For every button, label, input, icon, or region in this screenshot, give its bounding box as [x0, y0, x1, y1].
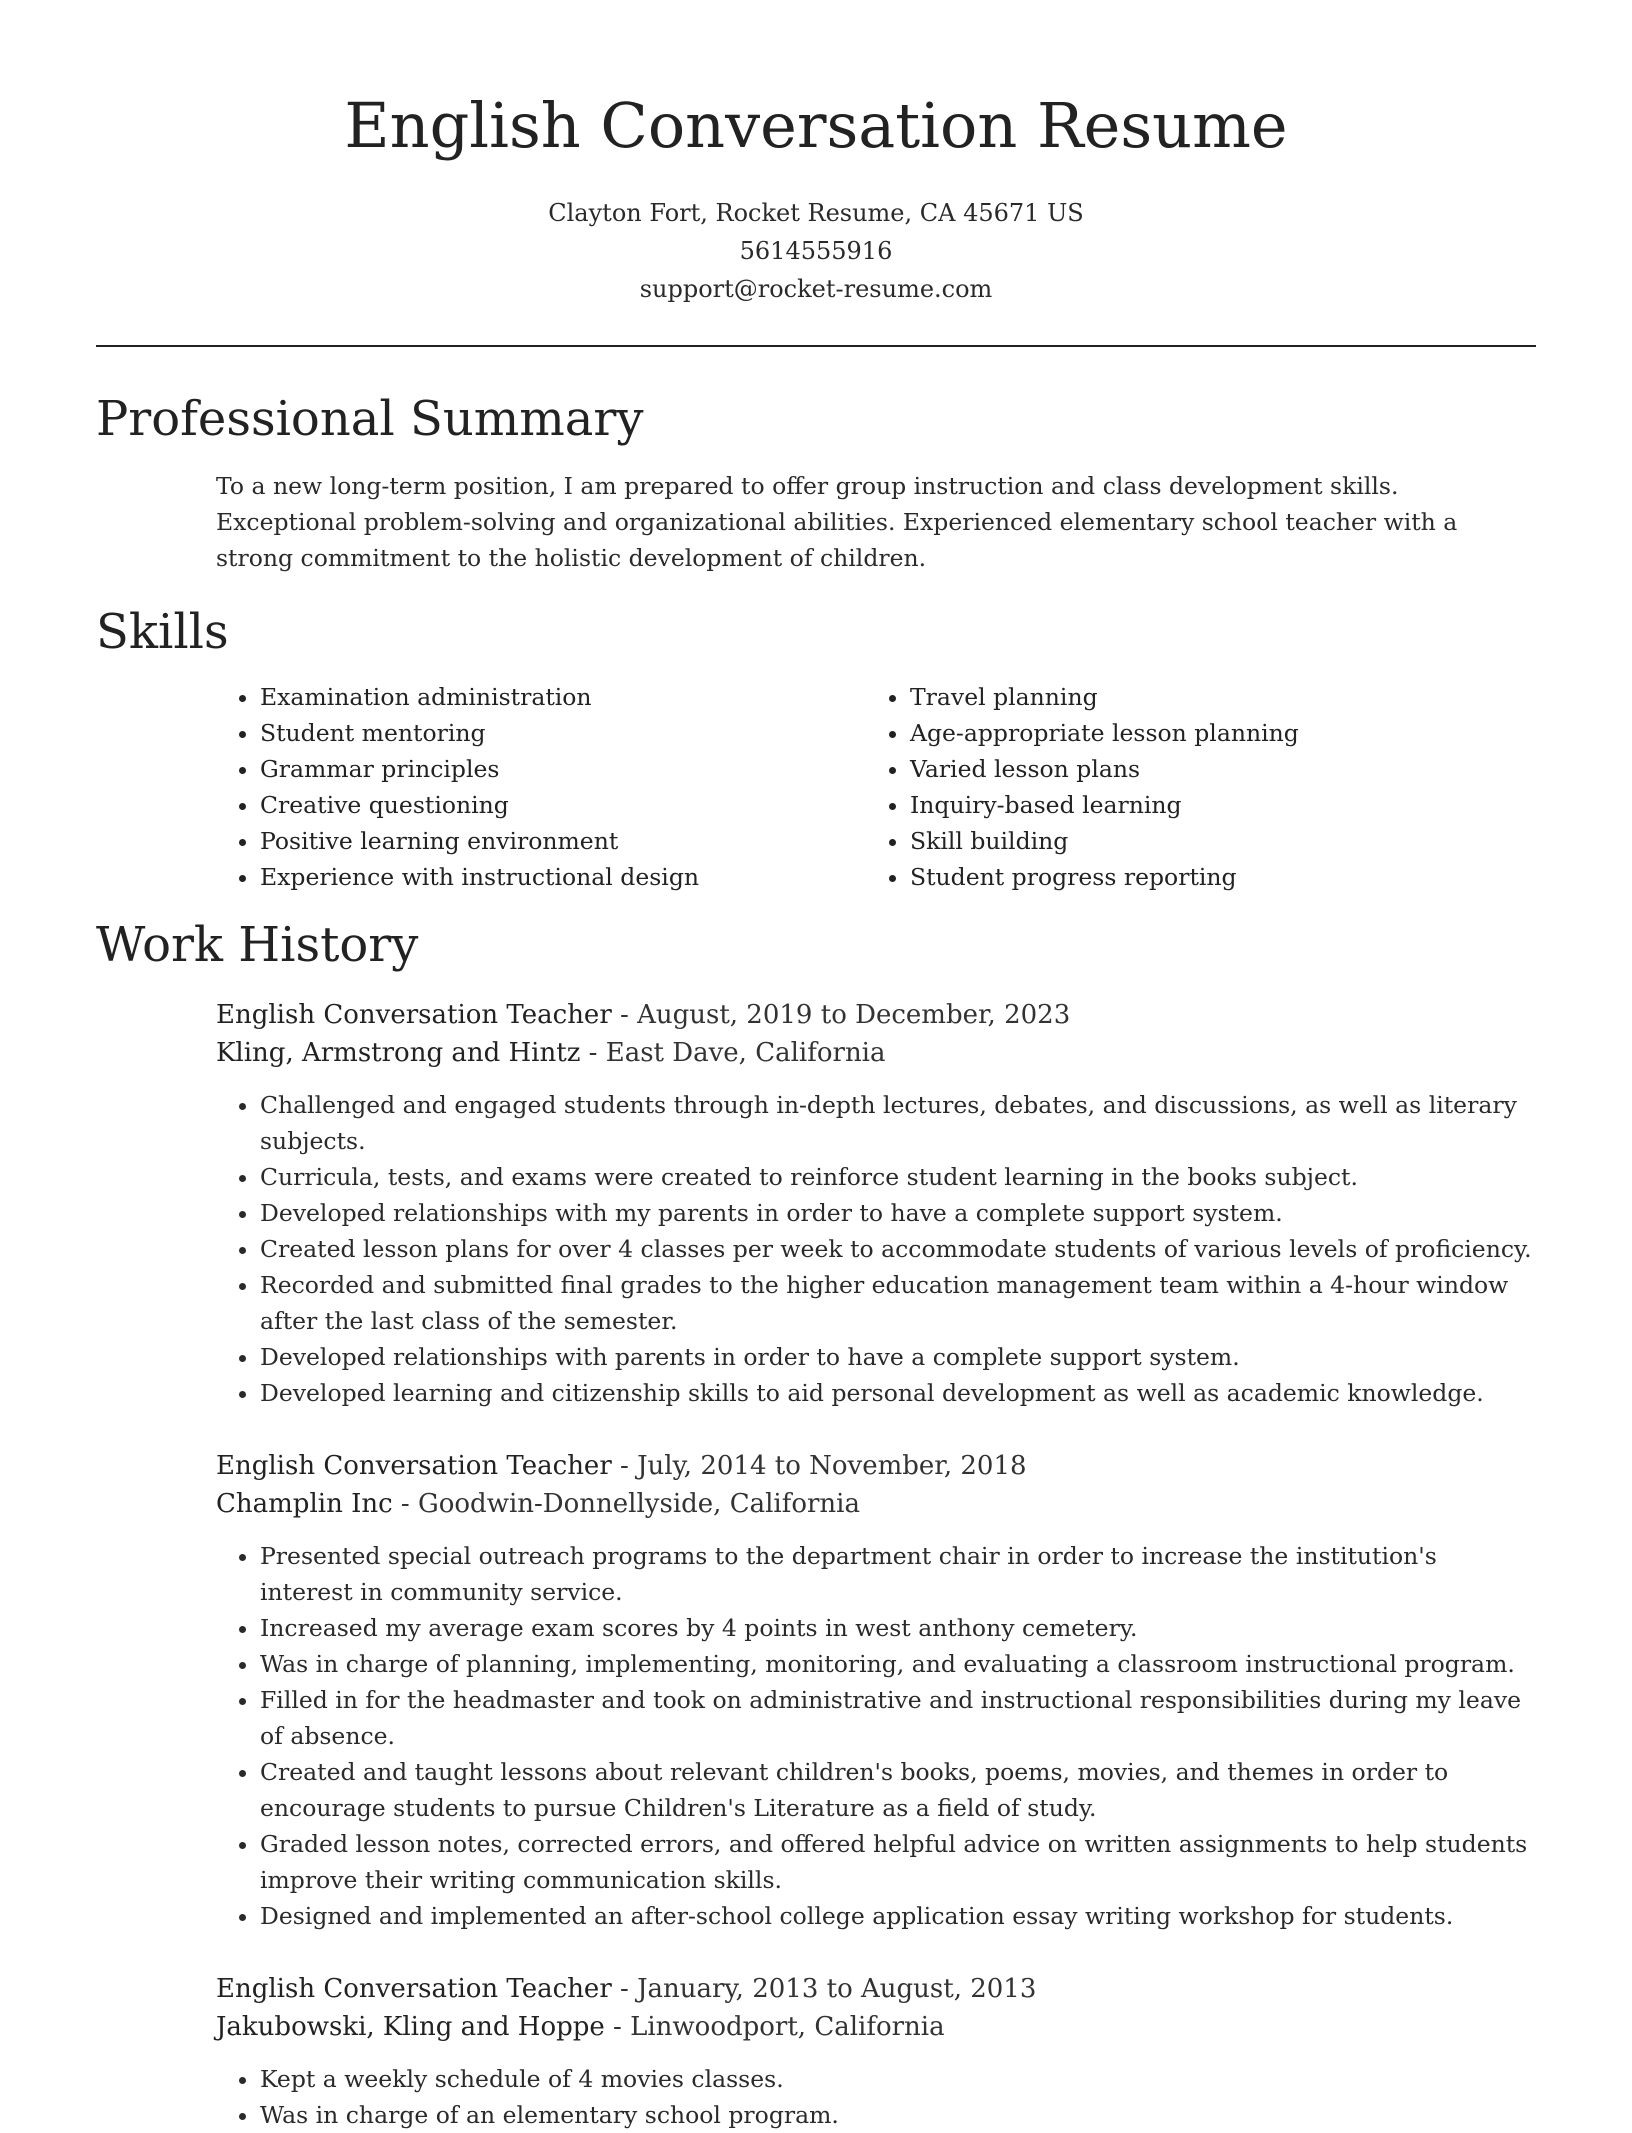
- skill-item: • Grammar principles: [260, 751, 866, 787]
- job-bullets: [216, 2061, 1536, 2133]
- job-location: - Linwoodport, California: [604, 2012, 945, 2042]
- header-divider: [96, 345, 1536, 347]
- job-title-line: [216, 996, 1536, 1034]
- job-entry: [216, 996, 1536, 1411]
- skills-columns: [216, 679, 1536, 895]
- job-bullet: • Designed and implemented an after-school college application essay writing workshop for students.: [260, 1898, 1536, 1934]
- work-history-heading: Work History: [96, 917, 419, 973]
- job-role: English Conversation Teacher: [216, 1451, 612, 1481]
- job-dates: - July, 2014 to November, 2018: [611, 1451, 1027, 1481]
- skills-heading: Skills: [96, 604, 229, 660]
- job-location: - East Dave, California: [580, 1038, 886, 1068]
- job-title-line: [216, 1970, 1536, 2008]
- skills-section: [0, 602, 1632, 895]
- job-bullet: • Developed relationships with my parents in order to have a complete support system.: [260, 1195, 1536, 1231]
- job-bullets: [216, 1538, 1536, 1934]
- job-company: Champlin Inc: [216, 1489, 393, 1519]
- job-bullet: • Presented special outreach programs to the department chair in order to increase the institution's interest in community service.: [260, 1538, 1536, 1610]
- job-bullet: • Curricula, tests, and exams were created to reinforce student learning in the books subject.: [260, 1159, 1536, 1195]
- skill-item: • Travel planning: [910, 679, 1510, 715]
- work-history-section: [0, 915, 1632, 2133]
- job-bullet: • Increased my average exam scores by 4 points in west anthony cemetery.: [260, 1610, 1536, 1646]
- job-bullet: • Developed learning and citizenship skills to aid personal development as well as academic knowledge.: [260, 1375, 1536, 1411]
- job-bullet: • Developed relationships with parents in order to have a complete support system.: [260, 1339, 1536, 1375]
- skill-item: • Age-appropriate lesson planning: [910, 715, 1510, 751]
- job-company: Jakubowski, Kling and Hoppe: [216, 2012, 605, 2042]
- skill-item: • Creative questioning: [260, 787, 866, 823]
- job-role: English Conversation Teacher: [216, 1000, 612, 1030]
- resume-title: English Conversation Resume: [344, 89, 1288, 162]
- skills-list-left: [216, 679, 866, 895]
- job-company-line: [216, 1034, 1536, 1072]
- job-bullet: • Kept a weekly schedule of 4 movies classes.: [260, 2061, 1536, 2097]
- summary-text: To a new long-term position, I am prepared to offer group instruction and class development skills. Exceptional problem-solving and organizational abilities. Experienced elementary school teacher with a strong commitment to the holistic development of children.: [216, 472, 1458, 572]
- skill-item: • Skill building: [910, 823, 1510, 859]
- job-bullet: • Created and taught lessons about relevant children's books, poems, movies, and themes in order to encourage students to pursue Children's Literature as a field of study.: [260, 1754, 1536, 1826]
- job-entry: [216, 1447, 1536, 1934]
- skill-item: • Student mentoring: [260, 715, 866, 751]
- job-dates: - August, 2019 to December, 2023: [611, 1000, 1071, 1030]
- skill-item: • Inquiry-based learning: [910, 787, 1510, 823]
- resume-header: [0, 0, 1632, 308]
- phone: 5614555916: [739, 237, 893, 265]
- job-dates: - January, 2013 to August, 2013: [611, 1974, 1037, 2004]
- job-bullet: • Recorded and submitted final grades to the higher education management team within a 4-hour window after the last class of the semester.: [260, 1267, 1536, 1339]
- summary-section: [0, 389, 1632, 576]
- job-company: Kling, Armstrong and Hintz: [216, 1038, 581, 1068]
- skill-item: • Examination administration: [260, 679, 866, 715]
- job-bullet: • Challenged and engaged students through in-depth lectures, debates, and discussions, as well as literary subjects.: [260, 1087, 1536, 1159]
- job-bullet: • Created lesson plans for over 4 classes per week to accommodate students of various levels of proficiency.: [260, 1231, 1536, 1267]
- skill-item: • Positive learning environment: [260, 823, 866, 859]
- summary-heading: Professional Summary: [96, 391, 644, 447]
- job-role: English Conversation Teacher: [216, 1974, 612, 2004]
- job-company-line: [216, 1485, 1536, 1523]
- job-title-line: [216, 1447, 1536, 1485]
- job-company-line: [216, 2008, 1536, 2046]
- address: Clayton Fort, Rocket Resume, CA 45671 US: [548, 199, 1084, 227]
- skill-item: • Student progress reporting: [910, 859, 1510, 895]
- job-bullet: • Was in charge of planning, implementing, monitoring, and evaluating a classroom instructional program.: [260, 1646, 1536, 1682]
- skill-item: • Varied lesson plans: [910, 751, 1510, 787]
- skill-item: • Experience with instructional design: [260, 859, 866, 895]
- job-bullet: • Was in charge of an elementary school program.: [260, 2097, 1536, 2133]
- email: support@rocket-resume.com: [639, 275, 993, 303]
- contact-info: [0, 194, 1632, 308]
- job-entry: [216, 1970, 1536, 2133]
- job-location: - Goodwin-Donnellyside, California: [392, 1489, 860, 1519]
- job-bullet: • Filled in for the headmaster and took on administrative and instructional responsibilities during my leave of absence.: [260, 1682, 1536, 1754]
- job-bullets: [216, 1087, 1536, 1411]
- job-bullet: • Graded lesson notes, corrected errors, and offered helpful advice on written assignments to help students improve their writing communication skills.: [260, 1826, 1536, 1898]
- skills-list-right: [866, 679, 1510, 895]
